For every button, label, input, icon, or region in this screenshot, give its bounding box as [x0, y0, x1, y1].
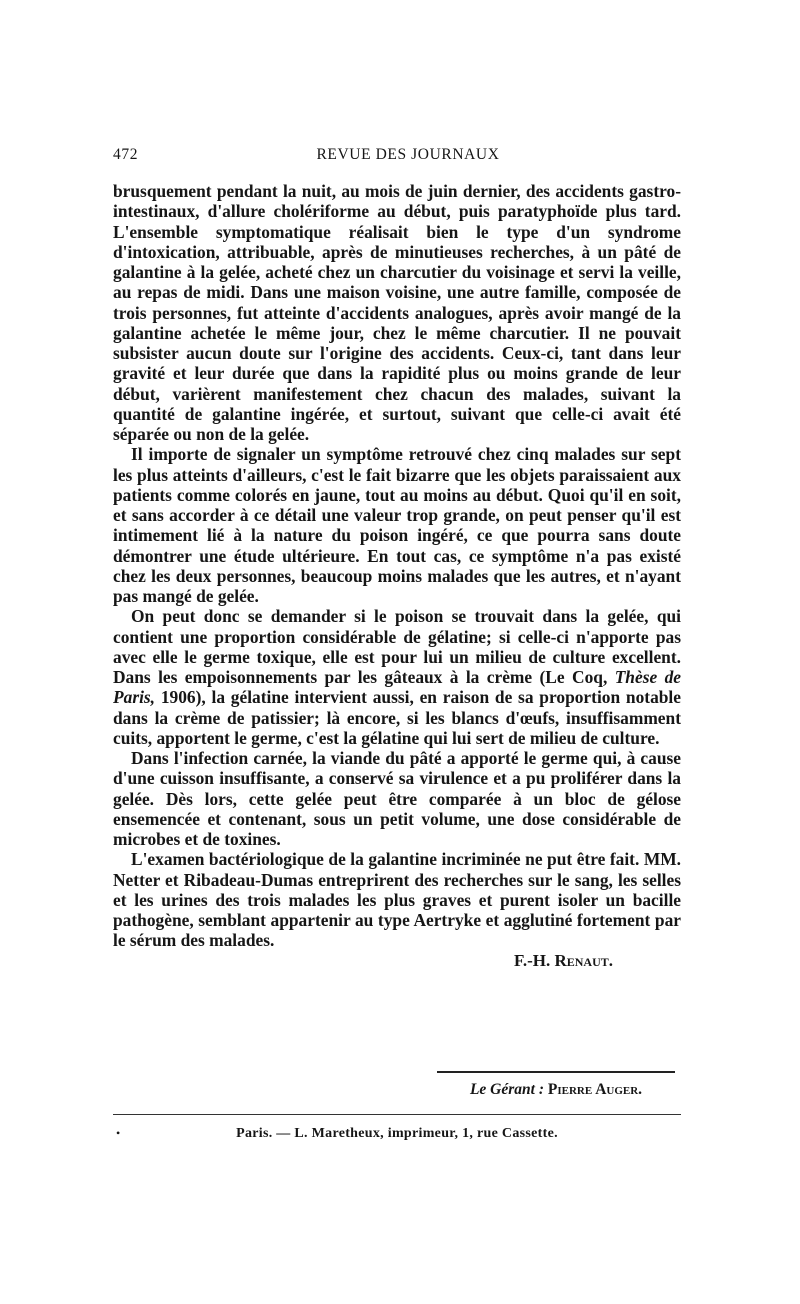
paragraph-3-text-a: On peut donc se demander si le poison se trouvait dans la gelée, qui contient une proportion considérable de gélatine; si celle-ci n'apporte pas avec elle le germe toxique, elle est pour lui un milieu de culture excellent. Dans les empoisonnements par les gâteaux à la crème (Le Coq,: [113, 606, 681, 687]
running-header: [113, 146, 681, 168]
author-signature: F.-H. Renaut.: [514, 950, 613, 970]
citation-title: Thèse de Paris,: [113, 667, 681, 708]
paragraph-5: L'examen bactériologique de la galantine incriminée ne put être fait. MM. Netter et Ribadeau-Dumas entreprirent des recherches sur le sang, les selles et les urines des trois malades les plus graves et purent isoler un bacille pathogène, semblant appartenir au type Aertryke et agglutiné fortement par le sérum des malades.: [113, 849, 681, 951]
paragraph-3: [113, 606, 681, 748]
paragraph-1: brusquement pendant la nuit, au mois de juin dernier, des accidents gastro-intestinaux, d'allure cholériforme au début, puis paratyphoïde plus tard. L'ensemble symptomatique réalisait bien le type d'un syndrome d'intoxication, attribuable, après de minutieuses recherches, à un pâté de galantine à la gelée, acheté chez un charcutier du voisinage et servi la veille, au repas de midi. Dans une maison voisine, une autre famille, composée de trois personnes, fut atteinte d'accidents analogues, après avoir mangé de la galantine achetée le même jour, chez le même charcutier. Il ne pouvait subsister aucun doute sur l'origine des accidents. Ceux-ci, tant dans leur gravité et leur durée que dans la rapidité plus ou moins grande de leur début, varièrent manifestement chez chacun des malades, suivant la quantité de galantine ingérée, et surtout, suivant que celle-ci avait été séparée ou non de la gelée.: [113, 181, 681, 444]
gerant-line: [437, 1081, 675, 1099]
journal-title: REVUE DES JOURNAUX: [316, 146, 500, 163]
footer-rule: [113, 1114, 681, 1115]
article-body: [113, 181, 681, 971]
gerant-rule: [437, 1071, 675, 1073]
page-number: 472: [113, 146, 139, 163]
paragraph-2: Il importe de signaler un symptôme retrouvé chez cinq malades sur sept les plus atteints d'ailleurs, c'est le fait bizarre que les objets paraissaient aux patients comme colorés en jaune, tout au moins au début. Quoi qu'il en soit, et sans accorder à ce détail une valeur trop grande, on peut penser qu'il est intimement lié à la nature du poison ingéré, ce que pourra sans doute démontrer une étude ultérieure. En tout cas, ce symptôme n'a pas existé chez les deux personnes, beaucoup moins malades que les autres, et n'ayant pas mangé de gelée.: [113, 444, 681, 606]
gerant-name: Pierre Auger.: [547, 1081, 643, 1098]
paragraph-4: Dans l'infection carnée, la viande du pâté a apporté le germe qui, à cause d'une cuisson insuffisante, a conservé sa virulence et a pu proliférer dans la gelée. Dès lors, cette gelée peut être comparée à un bloc de gélose ensemencée et contenant, sous un petit volume, une dose considérable de microbes et de toxines.: [113, 748, 681, 849]
paragraph-3-text-b: 1906), la gélatine intervient aussi, en raison de sa proportion notable dans la crème de patissier; là encore, si les blancs d'œufs, insuffisamment cuits, apportent le germe, c'est la gélatine qui lui sert de milieu de culture.: [113, 687, 681, 748]
margin-mark: •: [116, 1126, 121, 1140]
gerant-label: Le Gérant :: [469, 1081, 544, 1098]
printer-imprint: Paris. — L. Maretheux, imprimeur, 1, rue Cassette.: [236, 1126, 558, 1141]
